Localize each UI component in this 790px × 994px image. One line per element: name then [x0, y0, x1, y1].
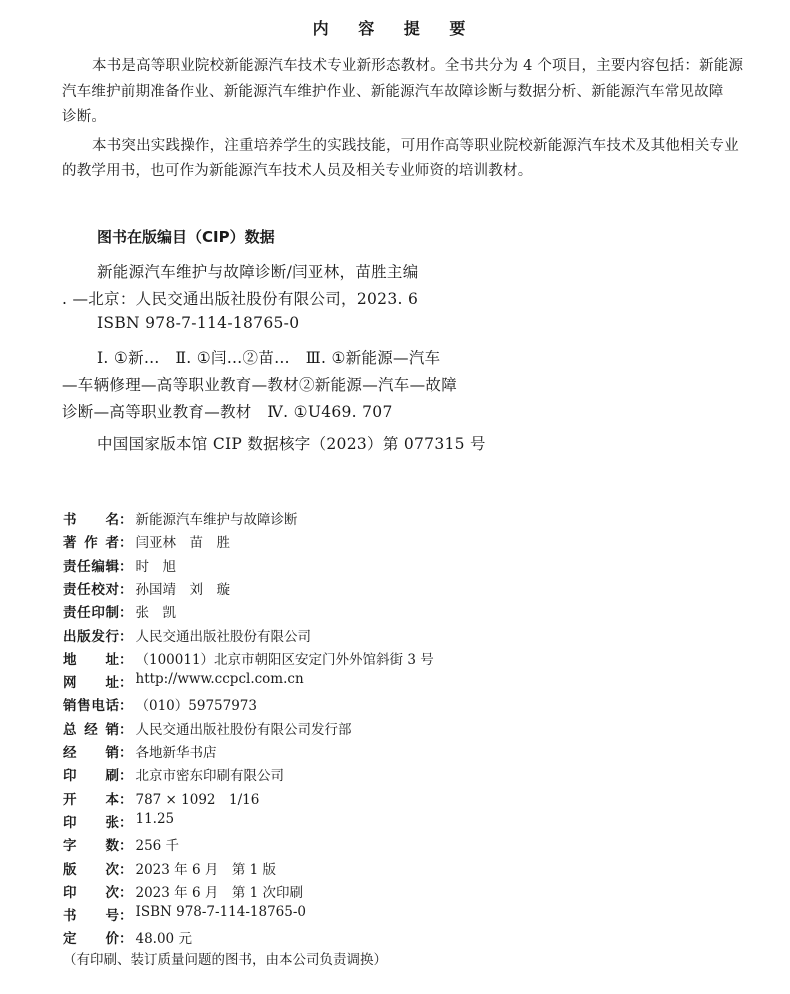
cip-line: 中国国家版本馆 CIP 数据核字（2023）第 077315 号 — [97, 435, 486, 453]
quality-note: （有印刷、装订质量问题的图书，由本公司负责调换） — [63, 952, 387, 968]
info-value: 48.00 元 — [135, 931, 192, 948]
info-label: 著作者 — [63, 535, 119, 552]
book-info-row — [63, 788, 259, 808]
info-colon: ： — [119, 535, 133, 552]
info-colon: ： — [119, 512, 133, 528]
info-value: 新能源汽车维护与故障诊断 — [135, 512, 298, 528]
info-colon: ： — [119, 581, 133, 598]
book-info-row — [63, 834, 179, 854]
info-label: 出版发行 — [63, 628, 119, 645]
info-value: 人民交通出版社股份有限公司 — [135, 628, 311, 645]
info-value: http://www.ccpcl.com.cn — [135, 671, 304, 688]
book-info-row — [63, 531, 230, 551]
info-value: 时 旭 — [135, 558, 176, 575]
summary-paragraph-2-line-2: 的教学用书，也可作为新能源汽车技术人员及相关专业师资的培训教材。 — [62, 163, 533, 179]
info-value: 11.25 — [135, 810, 175, 827]
book-info-row — [63, 881, 303, 901]
cip-line: 诊断—高等职业教育—教材 Ⅳ. ①U469. 707 — [62, 403, 393, 421]
book-info-row — [63, 858, 276, 878]
summary-paragraph-1-line-3: 诊断。 — [62, 109, 107, 125]
info-label: 版次 — [63, 861, 119, 878]
info-colon: ： — [119, 884, 133, 901]
info-value: 787 × 1092 1/16 — [135, 791, 260, 808]
book-info-row — [63, 741, 217, 761]
info-colon: ： — [119, 628, 133, 645]
summary-paragraph-1-line-2: 汽车维护前期准备作业、新能源汽车维护作业、新能源汽车故障诊断与数据分析、新能源汽车常见故障 — [62, 84, 724, 100]
info-label: 印张 — [63, 814, 119, 831]
info-label: 印刷 — [63, 768, 119, 785]
info-value: 各地新华书店 — [135, 745, 217, 761]
book-info-row — [63, 811, 174, 831]
info-colon: ： — [119, 558, 133, 575]
info-label: 网址 — [63, 675, 119, 692]
info-colon: ： — [119, 791, 133, 808]
cip-line: —车辆修理—高等职业教育—教材②新能源—汽车—故障 — [62, 376, 458, 394]
info-label: 总经销 — [63, 721, 119, 738]
info-colon: ： — [119, 861, 133, 878]
book-info-row — [63, 764, 284, 784]
info-colon: ： — [119, 838, 133, 855]
info-colon: ： — [119, 605, 133, 622]
info-value: （010）59757973 — [135, 698, 257, 715]
info-colon: ： — [119, 721, 133, 738]
info-colon: ： — [119, 814, 133, 831]
info-label: 销售电话 — [63, 698, 119, 715]
summary-paragraph-1-line-1: 本书是高等职业院校新能源汽车技术专业新形态教材。全书共分为 4 个项目，主要内容包括：新能源 — [92, 58, 744, 74]
info-colon: ： — [119, 745, 133, 761]
info-label: 责任印制 — [63, 605, 119, 622]
book-info-row — [63, 927, 192, 947]
info-label: 开本 — [63, 791, 119, 808]
info-label: 印次 — [63, 884, 119, 901]
cip-line: 新能源汽车维护与故障诊断/闫亚林，苗胜主编 — [97, 263, 419, 281]
info-colon: ： — [119, 698, 133, 715]
cip-line: . —北京：人民交通出版社股份有限公司，2023. 6 — [62, 290, 419, 308]
book-info-row — [63, 648, 434, 668]
info-label: 地址 — [63, 651, 119, 668]
book-info-row — [63, 578, 230, 598]
info-value: 北京市密东印刷有限公司 — [135, 768, 284, 785]
info-colon: ： — [119, 651, 133, 668]
info-value: 孙国靖 刘 璇 — [135, 581, 230, 598]
info-colon: ： — [119, 675, 133, 692]
info-label: 字数 — [63, 838, 119, 855]
info-label: 书号 — [63, 908, 119, 925]
info-label: 经销 — [63, 745, 119, 761]
cip-heading: 图书在版编目（CIP）数据 — [97, 228, 275, 246]
book-info-row — [63, 508, 298, 528]
summary-paragraph-2-line-1: 本书突出实践操作，注重培养学生的实践技能，可用作高等职业院校新能源汽车技术及其他相关专业 — [92, 138, 739, 154]
book-info-row — [63, 625, 311, 645]
book-info-row — [63, 671, 304, 691]
info-colon: ： — [119, 768, 133, 785]
info-label: 责任编辑 — [63, 558, 119, 575]
book-info-row — [63, 904, 306, 924]
info-label: 书名 — [63, 512, 119, 528]
cip-line: ISBN 978-7-114-18765-0 — [97, 314, 300, 332]
cip-line: Ⅰ. ①新… Ⅱ. ①闫…②苗… Ⅲ. ①新能源—汽车 — [97, 349, 441, 367]
book-info-row — [63, 694, 257, 714]
info-label: 责任校对 — [63, 581, 119, 598]
info-colon: ： — [119, 931, 133, 948]
info-value: 256 千 — [135, 838, 180, 855]
info-value: 2023 年 6 月 第 1 次印刷 — [135, 884, 303, 901]
info-value: 2023 年 6 月 第 1 版 — [135, 861, 276, 878]
info-value: 张 凯 — [135, 605, 176, 622]
info-value: ISBN 978-7-114-18765-0 — [135, 904, 307, 921]
book-info-row — [63, 718, 352, 738]
book-info-row — [63, 555, 176, 575]
summary-title: 内 容 提 要 — [312, 19, 478, 38]
book-info-row — [63, 601, 176, 621]
info-value: 闫亚林 苗 胜 — [135, 535, 230, 552]
info-label: 定价 — [63, 931, 119, 948]
info-colon: ： — [119, 908, 133, 925]
info-value: 人民交通出版社股份有限公司发行部 — [135, 721, 352, 738]
info-value: （100011）北京市朝阳区安定门外外馆斜街 3 号 — [135, 651, 434, 668]
